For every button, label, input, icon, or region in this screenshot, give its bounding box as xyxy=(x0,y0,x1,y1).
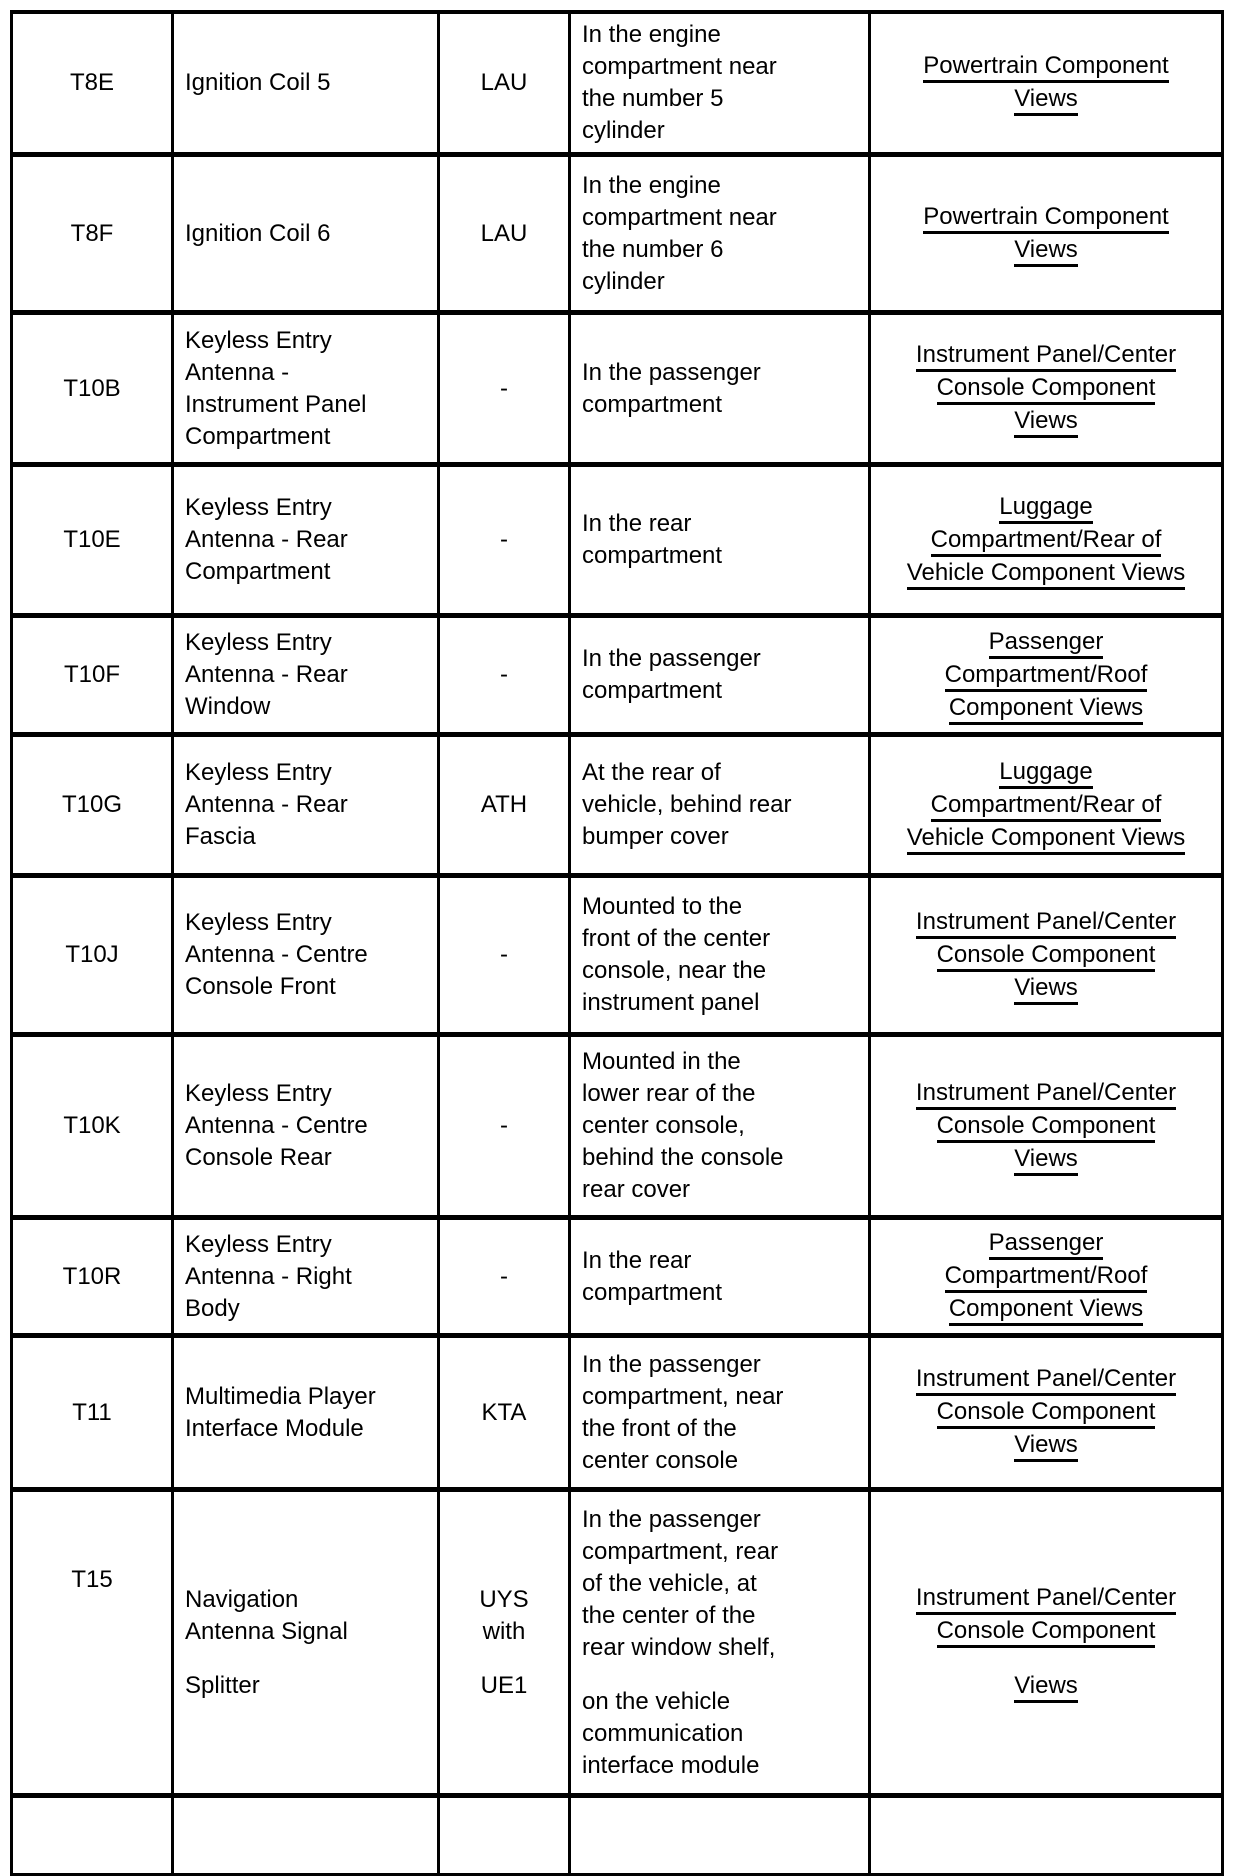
component-id-cell xyxy=(13,1032,171,1215)
location-text: In the passenger compartment xyxy=(582,358,761,418)
location-cell xyxy=(568,1215,868,1333)
code-text: - xyxy=(500,661,508,688)
component-id-cell xyxy=(13,873,171,1032)
component-id-cell xyxy=(13,1215,171,1333)
location-text: In the engine compartment near the number 5 cylinder xyxy=(582,21,777,144)
views-link-cell xyxy=(868,1215,1221,1333)
location-text: In the passenger compartment, near the front of the center console xyxy=(582,1350,784,1474)
component-name-cell xyxy=(171,310,437,462)
component-views-link[interactable]: Instrument Panel/Center Console Component Views xyxy=(916,1363,1176,1462)
component-name-cell xyxy=(171,873,437,1032)
location-text: Mounted to the front of the center console, near the instrument panel xyxy=(582,893,771,1016)
component-id-label: T15 xyxy=(71,1566,113,1593)
component-views-link[interactable]: Passenger Compartment/Roof Component Views xyxy=(945,1227,1148,1326)
component-id-cell xyxy=(13,14,171,152)
location-cell xyxy=(568,152,868,310)
rpo-code-cell xyxy=(437,1032,568,1215)
rpo-code-cell xyxy=(437,14,568,152)
component-name-cell xyxy=(171,1032,437,1215)
component-views-link[interactable]: Powertrain Component Views xyxy=(923,201,1168,267)
component-id-cell xyxy=(13,613,171,732)
name-text: Navigation Antenna Signal xyxy=(185,1585,348,1645)
component-id-cell xyxy=(13,1487,171,1793)
rpo-code-cell xyxy=(437,1793,568,1873)
rpo-code-cell xyxy=(437,1487,568,1793)
component-id-label: T10R xyxy=(62,1262,122,1290)
code-text: KTA xyxy=(481,1398,527,1426)
rpo-code-cell xyxy=(437,732,568,873)
component-name-cell xyxy=(171,613,437,732)
code-text: - xyxy=(500,1112,508,1139)
location-cell xyxy=(568,310,868,462)
component-id-cell xyxy=(13,1793,171,1873)
component-name-cell xyxy=(171,1487,437,1793)
location-text: on the vehicle communication interface module xyxy=(582,1687,760,1779)
code-text: LAU xyxy=(480,69,528,96)
location-text: In the passenger compartment, rear of the vehicle, at the center of the rear window shelf, xyxy=(582,1505,779,1661)
location-cell xyxy=(568,873,868,1032)
component-views-link[interactable]: Luggage Compartment/Rear of Vehicle Component Views xyxy=(907,756,1185,855)
views-link-cell xyxy=(868,310,1221,462)
component-location-table xyxy=(10,10,1224,1876)
component-name-cell xyxy=(171,462,437,613)
name-text: Keyless Entry Antenna - Rear Fascia xyxy=(185,759,348,850)
component-id-cell xyxy=(13,462,171,613)
code-text: - xyxy=(500,526,508,553)
name-text: Splitter xyxy=(185,1671,260,1699)
rpo-code-cell xyxy=(437,1215,568,1333)
views-link-cell xyxy=(868,1333,1221,1487)
views-link-cell xyxy=(868,1487,1221,1793)
name-text: Keyless Entry Antenna - Instrument Panel Compartment xyxy=(185,326,367,450)
rpo-code-cell xyxy=(437,613,568,732)
component-views-link[interactable]: Views xyxy=(1014,1670,1078,1703)
component-views-link[interactable]: Instrument Panel/Center Console Component Views xyxy=(916,1077,1176,1176)
location-cell xyxy=(568,1032,868,1215)
code-text: - xyxy=(500,1262,508,1290)
name-text: Ignition Coil 5 xyxy=(185,69,331,96)
rpo-code-cell xyxy=(437,310,568,462)
component-name-cell xyxy=(171,732,437,873)
location-cell xyxy=(568,1487,868,1793)
name-text: Keyless Entry Antenna - Rear Window xyxy=(185,629,348,720)
component-views-link[interactable]: Luggage Compartment/Rear of Vehicle Component Views xyxy=(907,491,1185,590)
component-id-label: T10F xyxy=(63,661,120,688)
views-link-cell xyxy=(868,613,1221,732)
rpo-code-cell xyxy=(437,1333,568,1487)
component-name-cell xyxy=(171,1215,437,1333)
component-views-link[interactable]: Instrument Panel/Center Console Component xyxy=(916,1582,1176,1648)
name-text: Keyless Entry Antenna - Right Body xyxy=(185,1230,352,1322)
component-id-cell xyxy=(13,1333,171,1487)
component-name-cell xyxy=(171,1333,437,1487)
location-cell xyxy=(568,1333,868,1487)
code-text: LAU xyxy=(480,219,528,247)
code-text: - xyxy=(500,941,508,968)
component-name-cell xyxy=(171,152,437,310)
views-link-cell xyxy=(868,14,1221,152)
component-views-link[interactable]: Passenger Compartment/Roof Component Views xyxy=(945,626,1148,725)
component-id-cell xyxy=(13,152,171,310)
code-text: ATH xyxy=(480,791,528,818)
rpo-code-cell xyxy=(437,873,568,1032)
location-cell xyxy=(568,14,868,152)
location-cell xyxy=(568,1793,868,1873)
location-cell xyxy=(568,462,868,613)
location-cell xyxy=(568,613,868,732)
name-text: Keyless Entry Antenna - Centre Console Rear xyxy=(185,1080,368,1171)
name-text: Keyless Entry Antenna - Rear Compartment xyxy=(185,494,348,585)
views-link-cell xyxy=(868,152,1221,310)
component-name-cell xyxy=(171,14,437,152)
location-text: In the passenger compartment xyxy=(582,645,761,704)
code-text: - xyxy=(500,374,508,402)
component-id-label: T8F xyxy=(70,219,114,247)
component-views-link[interactable]: Powertrain Component Views xyxy=(923,50,1168,116)
name-text: Multimedia Player Interface Module xyxy=(185,1382,376,1442)
name-text: Ignition Coil 6 xyxy=(185,219,331,247)
location-text: In the engine compartment near the number 6 cylinder xyxy=(582,171,777,295)
location-text: Mounted in the lower rear of the center console, behind the console rear cover xyxy=(582,1048,784,1203)
component-id-label: T10K xyxy=(63,1112,121,1139)
location-text: At the rear of vehicle, behind rear bumper cover xyxy=(582,759,792,850)
code-text: UYS with xyxy=(479,1585,529,1645)
component-views-link[interactable]: Instrument Panel/Center Console Component Views xyxy=(916,906,1176,1005)
code-text: UE1 xyxy=(480,1671,528,1699)
views-link-cell xyxy=(868,462,1221,613)
component-id-label: T10J xyxy=(65,941,119,968)
views-link-cell xyxy=(868,732,1221,873)
location-cell xyxy=(568,732,868,873)
rpo-code-cell xyxy=(437,152,568,310)
component-views-link[interactable]: Instrument Panel/Center Console Component Views xyxy=(916,339,1176,438)
component-id-label: T10E xyxy=(63,526,121,553)
component-id-label: T11 xyxy=(72,1398,112,1426)
location-text: In the rear compartment xyxy=(582,1246,723,1306)
views-link-cell xyxy=(868,1032,1221,1215)
component-name-cell xyxy=(171,1793,437,1873)
rpo-code-cell xyxy=(437,462,568,613)
component-id-label: T8E xyxy=(69,69,114,96)
component-id-cell xyxy=(13,310,171,462)
component-id-label: T10G xyxy=(61,791,123,818)
component-id-cell xyxy=(13,732,171,873)
name-text: Keyless Entry Antenna - Centre Console Front xyxy=(185,909,368,1000)
views-link-cell xyxy=(868,1793,1221,1873)
component-id-label: T10B xyxy=(63,374,121,402)
location-text: In the rear compartment xyxy=(582,510,723,569)
views-link-cell xyxy=(868,873,1221,1032)
